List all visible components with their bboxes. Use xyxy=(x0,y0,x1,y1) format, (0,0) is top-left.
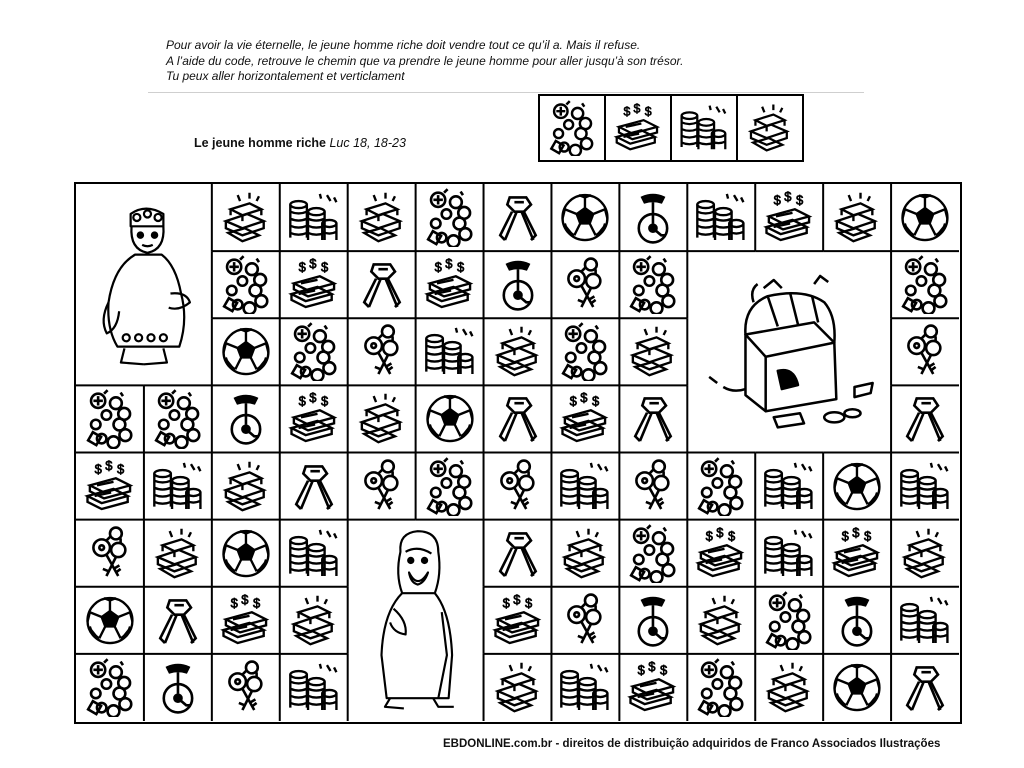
maze-cell[interactable] xyxy=(895,255,955,314)
maze-cell[interactable] xyxy=(80,524,140,583)
maze-cell[interactable] xyxy=(895,322,955,381)
coins-icon xyxy=(284,524,344,583)
svg-text:$: $ xyxy=(784,189,792,205)
keys-icon xyxy=(80,524,140,583)
maze-cell[interactable] xyxy=(555,322,615,381)
maze-cell[interactable] xyxy=(759,188,819,247)
instruction-line-3: Tu peux aller horizontalement et verticlament xyxy=(166,69,405,83)
maze-cell[interactable] xyxy=(555,658,615,717)
maze-cell[interactable] xyxy=(827,658,887,717)
maze-cell[interactable] xyxy=(827,188,887,247)
svg-text:$: $ xyxy=(705,528,714,544)
svg-text:$: $ xyxy=(637,662,646,678)
tools-icon xyxy=(284,457,344,516)
maze-cell[interactable] xyxy=(691,591,751,650)
svg-text:$: $ xyxy=(796,192,804,208)
maze-cell[interactable] xyxy=(759,658,819,717)
tools-icon xyxy=(623,389,683,448)
maze-cell[interactable] xyxy=(827,591,887,650)
money-icon xyxy=(555,389,615,448)
ball-icon xyxy=(420,389,480,448)
unicycle-icon xyxy=(623,591,683,650)
money-icon xyxy=(284,255,344,314)
maze-cell[interactable] xyxy=(895,457,955,516)
svg-text:$: $ xyxy=(298,393,306,409)
jewels-icon xyxy=(420,457,480,516)
maze-cell[interactable] xyxy=(284,457,344,516)
code-cell-4 xyxy=(736,96,802,160)
maze-cell[interactable] xyxy=(895,389,955,448)
keys-icon xyxy=(216,658,276,717)
gold-icon xyxy=(742,100,798,156)
maze-cell[interactable] xyxy=(488,658,548,717)
gold-icon xyxy=(216,457,276,516)
svg-text:$: $ xyxy=(502,595,510,611)
jewels-icon xyxy=(420,188,480,247)
maze-cell[interactable] xyxy=(148,658,208,717)
rich-young-man-illustration xyxy=(82,190,206,379)
coins-icon xyxy=(420,322,480,381)
ball-icon xyxy=(216,322,276,381)
maze-cell[interactable] xyxy=(691,524,751,583)
svg-text:$: $ xyxy=(852,524,860,540)
coins-icon xyxy=(676,100,732,156)
code-cell-3 xyxy=(670,96,736,160)
jewels-icon xyxy=(895,255,955,314)
svg-text:$: $ xyxy=(252,595,261,611)
maze-cell[interactable] xyxy=(216,457,276,516)
maze-cell[interactable] xyxy=(420,457,480,516)
svg-text:$: $ xyxy=(716,524,724,540)
instructions xyxy=(166,38,683,85)
maze-cell[interactable] xyxy=(284,389,344,448)
tools-icon xyxy=(488,188,548,247)
gold-icon xyxy=(691,591,751,650)
unicycle-icon xyxy=(623,188,683,247)
svg-text:$: $ xyxy=(648,658,656,674)
maze-cell[interactable] xyxy=(555,591,615,650)
maze-cell[interactable] xyxy=(759,457,819,516)
code-cell-1 xyxy=(540,96,604,160)
svg-text:$: $ xyxy=(623,104,631,119)
maze-cell[interactable] xyxy=(284,322,344,381)
jewels-icon xyxy=(284,322,344,381)
gold-icon xyxy=(488,322,548,381)
page-title xyxy=(194,136,406,150)
coins-icon xyxy=(148,457,208,516)
coins-icon xyxy=(691,188,751,247)
young-man-icon xyxy=(82,190,206,379)
coins-icon xyxy=(284,188,344,247)
maze-cell[interactable] xyxy=(488,457,548,516)
ball-icon xyxy=(555,188,615,247)
maze-cell[interactable] xyxy=(284,591,344,650)
unicycle-icon xyxy=(216,389,276,448)
coins-icon xyxy=(555,457,615,516)
gold-icon xyxy=(895,524,955,583)
money-icon xyxy=(759,188,819,247)
svg-text:$: $ xyxy=(592,393,600,409)
keys-icon xyxy=(488,457,548,516)
svg-text:$: $ xyxy=(230,595,238,611)
instruction-line-2: A l’aide du code, retrouve le chemin que va prendre le jeune homme pour aller jusqu’à son trésor. xyxy=(166,53,684,68)
maze-cell[interactable] xyxy=(488,389,548,448)
coins-icon xyxy=(555,658,615,717)
maze-cell[interactable] xyxy=(352,389,412,448)
svg-text:$: $ xyxy=(864,528,872,544)
instruction-line-1: Pour avoir la vie éternelle, le jeune homme riche doit vendre tout ce qu’il a. Mais il refuse. xyxy=(166,38,641,52)
unicycle-icon xyxy=(148,658,208,717)
svg-text:$: $ xyxy=(320,259,329,275)
maze-cell[interactable] xyxy=(895,188,955,247)
money-icon xyxy=(284,389,344,448)
maze-cell[interactable] xyxy=(80,658,140,717)
maze-cell[interactable] xyxy=(895,524,955,583)
ball-icon xyxy=(827,658,887,717)
title-text: Le jeune homme riche xyxy=(194,136,326,150)
code-key xyxy=(538,94,804,162)
maze-cell[interactable] xyxy=(623,322,683,381)
maze-cell[interactable] xyxy=(623,188,683,247)
coins-icon xyxy=(895,591,955,650)
money-icon xyxy=(623,658,683,717)
svg-text:$: $ xyxy=(524,595,532,611)
keys-icon xyxy=(555,591,615,650)
maze-cell[interactable] xyxy=(80,457,140,516)
maze-cell[interactable] xyxy=(420,255,480,314)
money-icon xyxy=(488,591,548,650)
jesus-illustration xyxy=(354,526,478,715)
keys-icon xyxy=(352,457,412,516)
maze-cell[interactable] xyxy=(216,658,276,717)
svg-text:$: $ xyxy=(241,591,249,607)
code-cell-2 xyxy=(604,96,670,160)
tools-icon xyxy=(148,591,208,650)
maze-cell[interactable] xyxy=(284,524,344,583)
maze-cell[interactable] xyxy=(284,188,344,247)
maze-cell[interactable] xyxy=(691,658,751,717)
maze-cell[interactable] xyxy=(352,457,412,516)
maze-cell[interactable] xyxy=(623,457,683,516)
coins-icon xyxy=(759,457,819,516)
maze-cell[interactable] xyxy=(691,188,751,247)
jewels-icon xyxy=(80,658,140,717)
maze-cell[interactable] xyxy=(623,658,683,717)
svg-text:$: $ xyxy=(773,192,782,208)
maze-cell[interactable] xyxy=(759,591,819,650)
maze-cell[interactable] xyxy=(623,255,683,314)
svg-text:$: $ xyxy=(434,259,442,275)
maze-cell[interactable] xyxy=(216,524,276,583)
money-icon xyxy=(216,591,276,650)
maze-cell[interactable] xyxy=(352,255,412,314)
maze-cell[interactable] xyxy=(555,255,615,314)
jewels-icon xyxy=(544,100,600,156)
svg-text:$: $ xyxy=(117,461,125,477)
gold-icon xyxy=(284,591,344,650)
maze-cell[interactable] xyxy=(488,255,548,314)
gold-icon xyxy=(216,188,276,247)
maze-cell[interactable] xyxy=(352,188,412,247)
svg-text:$: $ xyxy=(570,393,578,409)
jewels-icon xyxy=(623,524,683,583)
keys-icon xyxy=(895,322,955,381)
maze-board xyxy=(74,182,962,724)
maze-cell[interactable] xyxy=(80,591,140,650)
header-rule xyxy=(148,92,864,93)
svg-text:$: $ xyxy=(320,393,329,409)
ball-icon xyxy=(80,591,140,650)
svg-text:$: $ xyxy=(633,101,641,116)
svg-text:$: $ xyxy=(841,528,849,544)
maze-cell[interactable] xyxy=(691,457,751,516)
svg-text:$: $ xyxy=(444,256,453,272)
maze-cell[interactable] xyxy=(759,524,819,583)
maze-cell[interactable] xyxy=(284,255,344,314)
jewels-icon xyxy=(623,255,683,314)
maze-cell[interactable] xyxy=(148,457,208,516)
maze-cell[interactable] xyxy=(488,524,548,583)
svg-text:$: $ xyxy=(308,390,317,406)
svg-text:$: $ xyxy=(456,259,464,275)
maze-cell[interactable] xyxy=(555,457,615,516)
maze-cell[interactable] xyxy=(488,591,548,650)
maze-cell[interactable] xyxy=(216,255,276,314)
maze-cell[interactable] xyxy=(284,658,344,717)
maze-cell[interactable] xyxy=(148,524,208,583)
keys-icon xyxy=(623,457,683,516)
gold-icon xyxy=(827,188,887,247)
jewels-icon xyxy=(80,389,140,448)
tools-icon xyxy=(488,389,548,448)
maze-cell[interactable] xyxy=(420,389,480,448)
svg-text:$: $ xyxy=(105,457,113,473)
svg-text:$: $ xyxy=(644,104,652,119)
money-icon xyxy=(691,524,751,583)
maze-cell[interactable] xyxy=(827,524,887,583)
unicycle-icon xyxy=(488,255,548,314)
copyright-footer: EBDONLINE.com.br - direitos de distribuição adquiridos de Franco Associados Ilustrações xyxy=(443,738,941,750)
jesus-icon xyxy=(354,526,478,715)
maze-cell[interactable] xyxy=(488,188,548,247)
jewels-icon xyxy=(691,457,751,516)
gold-icon xyxy=(759,658,819,717)
bible-reference: Luc 18, 18-23 xyxy=(329,136,406,150)
gold-icon xyxy=(488,658,548,717)
maze-cell[interactable] xyxy=(216,389,276,448)
tools-icon xyxy=(895,658,955,717)
svg-text:$: $ xyxy=(512,591,520,607)
coins-icon xyxy=(895,457,955,516)
gold-icon xyxy=(148,524,208,583)
maze-cell[interactable] xyxy=(488,322,548,381)
maze-cell[interactable] xyxy=(216,188,276,247)
money-icon xyxy=(827,524,887,583)
maze-cell[interactable] xyxy=(216,322,276,381)
maze-cell[interactable] xyxy=(352,322,412,381)
gold-icon xyxy=(623,322,683,381)
maze-cell[interactable] xyxy=(895,658,955,717)
treasure-chest-illustration xyxy=(693,257,885,446)
jewels-icon xyxy=(555,322,615,381)
maze-cell[interactable] xyxy=(80,389,140,448)
maze-cell[interactable] xyxy=(420,188,480,247)
maze-cell[interactable] xyxy=(555,389,615,448)
coins-icon xyxy=(759,524,819,583)
maze-cell[interactable] xyxy=(623,524,683,583)
treasure-icon xyxy=(693,257,885,446)
keys-icon xyxy=(555,255,615,314)
maze-cell[interactable] xyxy=(148,389,208,448)
ball-icon xyxy=(216,524,276,583)
svg-text:$: $ xyxy=(580,390,588,406)
unicycle-icon xyxy=(827,591,887,650)
tools-icon xyxy=(488,524,548,583)
svg-text:$: $ xyxy=(728,528,736,544)
keys-icon xyxy=(352,322,412,381)
maze-cell[interactable] xyxy=(623,591,683,650)
jewels-icon xyxy=(148,389,208,448)
maze-cell[interactable] xyxy=(555,188,615,247)
maze-cell[interactable] xyxy=(148,591,208,650)
coins-icon xyxy=(284,658,344,717)
maze-cell[interactable] xyxy=(555,524,615,583)
maze-grid xyxy=(76,184,959,721)
ball-icon xyxy=(827,457,887,516)
maze-cell[interactable] xyxy=(216,591,276,650)
money-icon xyxy=(610,100,666,156)
svg-text:$: $ xyxy=(660,662,668,678)
ball-icon xyxy=(895,188,955,247)
maze-cell[interactable] xyxy=(623,389,683,448)
jewels-icon xyxy=(691,658,751,717)
svg-text:$: $ xyxy=(308,256,317,272)
svg-text:$: $ xyxy=(94,461,102,477)
gold-icon xyxy=(555,524,615,583)
money-icon xyxy=(420,255,480,314)
gold-icon xyxy=(352,389,412,448)
tools-icon xyxy=(895,389,955,448)
maze-cell[interactable] xyxy=(420,322,480,381)
jewels-icon xyxy=(216,255,276,314)
gold-icon xyxy=(352,188,412,247)
maze-cell[interactable] xyxy=(895,591,955,650)
tools-icon xyxy=(352,255,412,314)
svg-text:$: $ xyxy=(298,259,306,275)
money-icon xyxy=(80,457,140,516)
jewels-icon xyxy=(759,591,819,650)
maze-cell[interactable] xyxy=(827,457,887,516)
